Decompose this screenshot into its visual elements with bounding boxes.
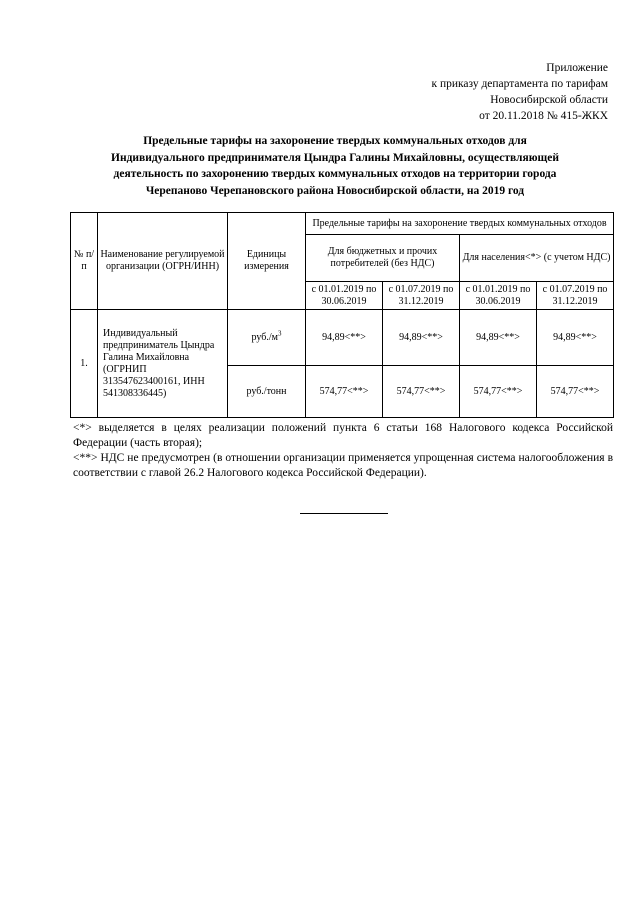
tariff-cell: 94,89<**> bbox=[306, 310, 383, 366]
tariffs-table bbox=[70, 212, 614, 418]
tariff-cell: 94,89<**> bbox=[460, 310, 537, 366]
header-period: с 01.07.2019 по 31.12.2019 bbox=[537, 282, 614, 310]
title-line: Черепаново Черепановского района Новосибирской области, на 2019 год bbox=[145, 184, 525, 197]
tariff-cell: 94,89<**> bbox=[537, 310, 614, 366]
title-line: Предельные тарифы на захоронение твердых коммунальных отходов для bbox=[143, 135, 527, 147]
footnotes bbox=[73, 421, 613, 481]
tariff-cell: 94,89<**> bbox=[383, 310, 460, 366]
appendix-line: Приложение bbox=[546, 62, 608, 74]
header-num: № п/п bbox=[71, 213, 98, 310]
header-unit: Единицы измерения bbox=[228, 213, 306, 310]
appendix-line: Новосибирской области bbox=[490, 94, 608, 106]
header-tariffs: Предельные тарифы на захоронение твердых коммунальных отходов bbox=[306, 213, 614, 235]
header-org: Наименование регулируемой организации (ОГРН/ИНН) bbox=[98, 213, 228, 310]
tariff-cell: 574,77<**> bbox=[383, 366, 460, 418]
unit-base: руб./м bbox=[251, 331, 278, 343]
header-period: с 01.01.2019 по 30.06.2019 bbox=[460, 282, 537, 310]
divider-line bbox=[300, 513, 388, 514]
unit-sup: 3 bbox=[277, 329, 282, 338]
row-num: 1. bbox=[71, 310, 98, 418]
footnote: <**> НДС не предусмотрен (в отношении организации применяется упрощенная система налогообложения в соответствии с главой 26.2 Налогового кодекса Российской Федерации). bbox=[73, 452, 613, 479]
header-population: Для населения<*> (с учетом НДС) bbox=[460, 235, 614, 282]
header-period: с 01.01.2019 по 30.06.2019 bbox=[306, 282, 383, 310]
title-line: деятельность по захоронению твердых коммунальных отходов на территории города bbox=[113, 168, 557, 180]
appendix-line: от 20.11.2018 № 415-ЖКХ bbox=[479, 110, 608, 122]
document-title bbox=[70, 133, 600, 199]
row-unit bbox=[228, 310, 306, 366]
row-org: Индивидуальный предприниматель Цындра Галина Михайловна (ОГРНИП 313547623400161, ИНН 541308336445) bbox=[98, 310, 228, 418]
appendix-line: к приказу департамента по тарифам bbox=[431, 78, 608, 90]
title-line: Индивидуального предпринимателя Цындра Галины Михайловны, осуществляющей bbox=[111, 151, 559, 164]
header-budget: Для бюджетных и прочих потребителей (без НДС) bbox=[306, 235, 460, 282]
appendix-block bbox=[431, 60, 608, 124]
row-unit: руб./тонн bbox=[228, 366, 306, 418]
footnote: <*> выделяется в целях реализации положений пункта 6 статьи 168 Налогового кодекса Российской Федерации (часть вторая); bbox=[73, 422, 613, 449]
header-period: с 01.07.2019 по 31.12.2019 bbox=[383, 282, 460, 310]
tariff-cell: 574,77<**> bbox=[306, 366, 383, 418]
tariff-cell: 574,77<**> bbox=[460, 366, 537, 418]
tariff-cell: 574,77<**> bbox=[537, 366, 614, 418]
